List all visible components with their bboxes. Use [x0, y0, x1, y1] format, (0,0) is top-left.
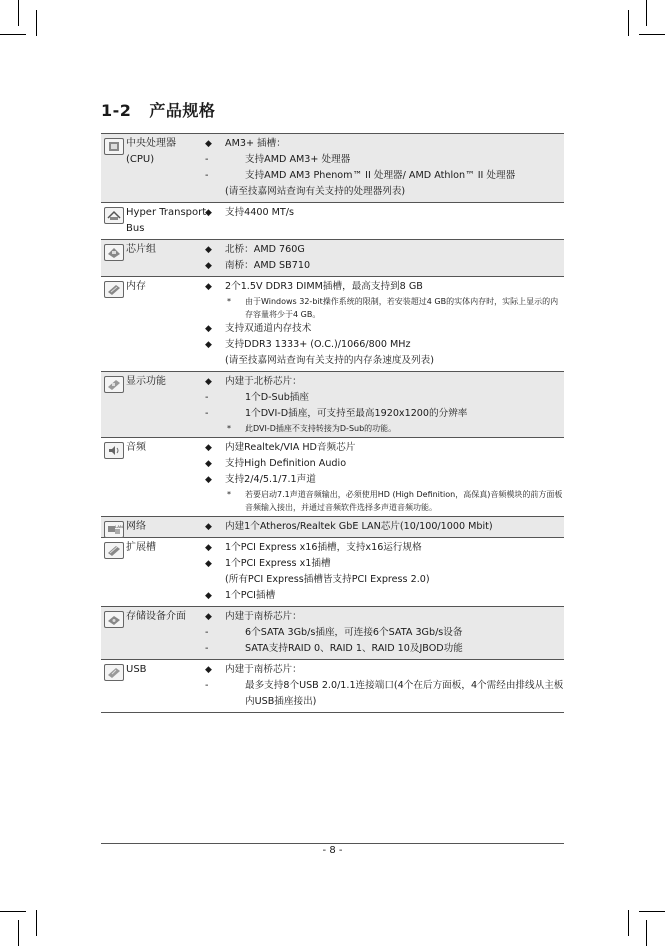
bullet-marker: ◆ — [205, 261, 212, 271]
bus-icon — [104, 207, 124, 224]
cpu-icon — [104, 138, 124, 155]
bullet-item — [205, 242, 564, 258]
bullet-item — [205, 279, 564, 295]
dash-marker: - — [205, 170, 209, 181]
spec-label — [126, 609, 186, 625]
crop-mark — [0, 911, 26, 912]
spec-label — [126, 279, 146, 295]
bullet-marker: ◆ — [205, 139, 212, 149]
spec-row — [101, 203, 564, 240]
sub-item — [205, 406, 564, 422]
lan-icon — [104, 521, 124, 538]
spec-label-line: USB — [126, 664, 147, 675]
crop-mark — [639, 911, 665, 912]
spec-text: 支持AMD AM3 Phenom™ II 处理器/ AMD Athlon™ II 处理器 — [245, 170, 516, 181]
sub-item — [205, 678, 564, 710]
bullet-marker: ◆ — [205, 522, 212, 532]
spec-content — [205, 203, 564, 239]
spec-content — [205, 538, 564, 606]
spec-text: AM3+ 插槽： — [225, 138, 286, 149]
bullet-item — [205, 374, 564, 390]
spec-text: 1个DVI-D插座，可支持至最高1920x1200的分辨率 — [245, 408, 468, 419]
bullet-marker: ◆ — [205, 591, 212, 601]
spec-text: 内建于南桥芯片： — [225, 611, 302, 622]
spec-text: 此DVI-D插座不支持转接为D-Sub的功能。 — [245, 424, 397, 433]
page-number: - 8 - — [322, 845, 343, 856]
spec-text: 内建于北桥芯片： — [225, 376, 302, 387]
crop-mark — [0, 34, 26, 35]
spec-text: (请至技嘉网站查询有关支持的内存条速度及列表) — [225, 355, 434, 366]
spec-text: 6个SATA 3Gb/s插座，可连接6个SATA 3Gb/s设备 — [245, 627, 463, 638]
display-icon — [104, 376, 124, 393]
spec-row — [101, 438, 564, 517]
speaker-icon — [104, 442, 124, 459]
storage-icon — [104, 611, 124, 628]
spec-content — [205, 240, 564, 276]
crop-mark — [18, 0, 19, 26]
spec-text: 1个PCI插槽 — [225, 590, 276, 601]
spec-table — [101, 133, 564, 713]
spec-text: 由于Windows 32-bit操作系统的限制，若安装超过4 GB的实体内存时，实际上显示的内存容量将少于4 GB。 — [245, 297, 559, 319]
spec-label-line: 音频 — [126, 442, 146, 453]
footnote — [205, 295, 564, 321]
spec-text: 内建1个Atheros/Realtek GbE LAN芯片(10/100/1000 Mbit) — [225, 521, 493, 532]
footer-divider — [101, 843, 564, 844]
sub-item — [205, 625, 564, 641]
spec-content — [205, 372, 564, 437]
spec-text: 北桥：AMD 760G — [225, 244, 305, 255]
spec-label-line: 芯片组 — [126, 244, 156, 255]
spec-text: 内建于南桥芯片： — [225, 664, 302, 675]
bullet-marker: ◆ — [205, 324, 212, 334]
spec-text: 内建Realtek/VIA HD音频芯片 — [225, 442, 356, 453]
bullet-item — [205, 588, 564, 604]
spec-text: (所有PCI Express插槽皆支持PCI Express 2.0) — [225, 574, 430, 585]
dash-marker: - — [205, 643, 209, 654]
spec-label-line: 存储设备介面 — [126, 611, 186, 622]
spec-label-line: 显示功能 — [126, 376, 166, 387]
spec-label-line: 内存 — [126, 281, 146, 292]
spec-text: 支持High Definition Audio — [225, 458, 347, 469]
crop-mark — [646, 920, 647, 946]
spec-label — [126, 662, 147, 678]
sub-item — [205, 390, 564, 406]
spec-label-line: 中央处理器 — [126, 138, 176, 149]
spec-content — [205, 438, 564, 516]
plain-text — [205, 353, 564, 369]
bullet-item — [205, 472, 564, 488]
spec-text: 1个PCI Express x1插槽 — [225, 558, 331, 569]
sub-item — [205, 152, 564, 168]
svg-text:LAN: LAN — [115, 524, 123, 529]
spec-content — [205, 607, 564, 659]
spec-content — [205, 517, 564, 537]
section-heading: 产品规格 — [149, 101, 216, 120]
spec-content — [205, 277, 564, 371]
crop-mark — [36, 910, 37, 936]
plain-text — [205, 184, 564, 200]
section-title — [101, 98, 215, 121]
spec-text: 1个PCI Express x16插槽，支持x16运行规格 — [225, 542, 422, 553]
bullet-item — [205, 258, 564, 274]
spec-text: 支持AMD AM3+ 处理器 — [245, 154, 351, 165]
bullet-marker: ◆ — [205, 543, 212, 553]
footnote — [205, 488, 564, 514]
spec-text: 最多支持8个USB 2.0/1.1连接端口(4个在后方面板，4个需经由排线从主板内USB插座接出) — [245, 680, 564, 707]
spec-label-line: (CPU) — [126, 154, 155, 165]
bullet-item — [205, 205, 564, 221]
bullet-item — [205, 556, 564, 572]
bullet-marker: ◆ — [205, 377, 212, 387]
spec-text: 支持DDR3 1333+ (O.C.)/1066/800 MHz — [225, 339, 411, 350]
crop-mark — [36, 10, 37, 36]
spec-label-line: Bus — [126, 223, 145, 234]
usb-icon — [104, 664, 124, 681]
dash-marker: - — [205, 627, 209, 638]
spec-text: 支持2/4/5.1/7.1声道 — [225, 474, 316, 485]
spec-label — [126, 205, 206, 237]
bullet-marker: ◆ — [205, 340, 212, 350]
spec-row — [101, 240, 564, 277]
asterisk-marker: * — [227, 490, 231, 499]
crop-mark — [628, 910, 629, 936]
bullet-item — [205, 456, 564, 472]
bullet-item — [205, 440, 564, 456]
bullet-item — [205, 662, 564, 678]
spec-row — [101, 538, 564, 607]
bullet-marker: ◆ — [205, 208, 212, 218]
spec-text: 2个1.5V DDR3 DIMM插槽，最高支持到8 GB — [225, 281, 423, 292]
spec-label — [126, 136, 176, 168]
spec-text: 若要启动7.1声道音频输出，必须使用HD (High Definition，高保真)音频模块的前方面板音频输入接出，并通过音频软件选择多声道音频功能。 — [245, 490, 563, 512]
spec-text: 1个D-Sub插座 — [245, 392, 309, 403]
spec-label-line: 扩展槽 — [126, 542, 156, 553]
spec-label-line: 网络 — [126, 521, 146, 532]
spec-row — [101, 277, 564, 372]
memory-icon — [104, 281, 124, 298]
sub-item — [205, 641, 564, 657]
bullet-marker: ◆ — [205, 559, 212, 569]
dash-marker: - — [205, 154, 209, 165]
bullet-item — [205, 321, 564, 337]
asterisk-marker: * — [227, 297, 231, 306]
chipset-icon — [104, 244, 124, 261]
dash-marker: - — [205, 392, 209, 403]
spec-label — [126, 242, 156, 258]
footnote — [205, 422, 564, 435]
spec-row — [101, 134, 564, 203]
bullet-item — [205, 609, 564, 625]
spec-content — [205, 660, 564, 712]
spec-text: SATA支持RAID 0、RAID 1、RAID 10及JBOD功能 — [245, 643, 463, 654]
bullet-item — [205, 519, 564, 535]
spec-content — [205, 134, 564, 202]
bullet-marker: ◆ — [205, 665, 212, 675]
spec-label — [126, 519, 146, 535]
sub-item — [205, 168, 564, 184]
bullet-marker: ◆ — [205, 443, 212, 453]
bullet-marker: ◆ — [205, 282, 212, 292]
spec-label — [126, 540, 156, 556]
dash-marker: - — [205, 680, 209, 691]
asterisk-marker: * — [227, 424, 231, 433]
crop-mark — [18, 920, 19, 946]
crop-mark — [628, 10, 629, 36]
spec-row — [101, 660, 564, 713]
crop-mark — [646, 0, 647, 26]
plain-text — [205, 572, 564, 588]
bullet-marker: ◆ — [205, 475, 212, 485]
spec-label-line: Hyper Transport — [126, 207, 207, 218]
spec-text: 南桥：AMD SB710 — [225, 260, 311, 271]
spec-text: 支持4400 MT/s — [225, 207, 295, 218]
section-number: 1-2 — [101, 101, 132, 120]
spec-row — [101, 517, 564, 538]
spec-text: (请至技嘉网站查询有关支持的处理器列表) — [225, 186, 406, 197]
spec-row — [101, 372, 564, 438]
bullet-item — [205, 540, 564, 556]
bullet-marker: ◆ — [205, 459, 212, 469]
dash-marker: - — [205, 408, 209, 419]
slot-icon — [104, 542, 124, 559]
bullet-marker: ◆ — [205, 245, 212, 255]
spec-label — [126, 440, 146, 456]
bullet-item — [205, 337, 564, 353]
spec-text: 支持双通道内存技术 — [225, 323, 312, 334]
spec-label — [126, 374, 166, 390]
crop-mark — [639, 34, 665, 35]
bullet-item — [205, 136, 564, 152]
spec-row — [101, 607, 564, 660]
bullet-marker: ◆ — [205, 612, 212, 622]
